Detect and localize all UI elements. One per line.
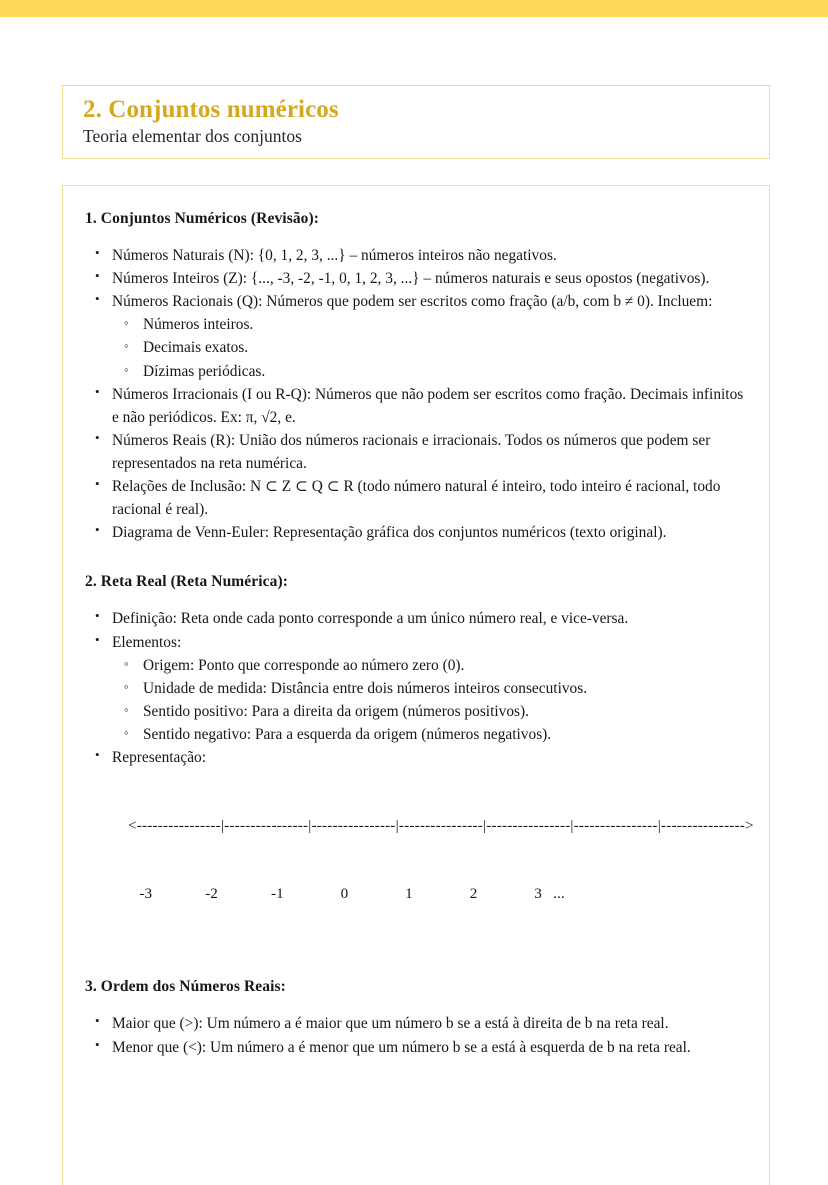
- number-line-axis: <----------------|----------------|----------------|----------------|----------------|----------------|---------------->: [128, 817, 754, 835]
- sub-list-item-text: Sentido positivo: Para a direita da origem (números positivos).: [143, 702, 529, 720]
- list-item-text: Relações de Inclusão: N ⊂ Z ⊂ Q ⊂ R (todo número natural é inteiro, todo inteiro é racional, todo racional é real).: [112, 478, 721, 519]
- sub-list-item-text: Números inteiros.: [143, 316, 254, 334]
- list-item-text: Números Racionais (Q): Números que podem ser escritos como fração (a/b, com b ≠ 0). Incluem:: [112, 293, 713, 311]
- sub-list-item-text: Origem: Ponto que corresponde ao número zero (0).: [143, 656, 465, 674]
- section-2-sublist: [112, 654, 747, 746]
- page-title: 2. Conjuntos numéricos: [83, 96, 339, 123]
- list-item-text: Diagrama de Venn-Euler: Representação gráfica dos conjuntos numéricos (texto original).: [112, 524, 667, 542]
- list-item-text: Maior que (>): Um número a é maior que um número b se a está à direita de b na reta real.: [112, 1015, 669, 1033]
- list-item-text: Números Reais (R): União dos números racionais e irracionais. Todos os números que podem ser representados na reta numérica.: [112, 431, 711, 472]
- section-2-list: [85, 607, 754, 949]
- section-1-list: [85, 244, 747, 544]
- sub-list-item-text: Dízimas periódicas.: [143, 362, 266, 380]
- content-card: [62, 185, 770, 1185]
- list-item: [85, 1036, 747, 1059]
- sub-list-item: [112, 360, 747, 383]
- list-item-text: Elementos:: [112, 633, 182, 651]
- sub-list-item-text: Unidade de medida: Distância entre dois números inteiros consecutivos.: [143, 679, 588, 697]
- list-item: [85, 244, 747, 267]
- list-item-text: Representação:: [112, 749, 207, 767]
- number-line-diagram: [128, 771, 754, 949]
- top-accent-band: [0, 0, 828, 17]
- list-item: [85, 607, 747, 630]
- list-item: [85, 631, 747, 747]
- number-line-tick-labels: -3 -2 -1 0 1 2 3 ...: [128, 885, 565, 903]
- sub-list-item-text: Sentido negativo: Para a esquerda da origem (números negativos).: [143, 725, 552, 743]
- list-item: [85, 521, 747, 544]
- sub-list-item-text: Decimais exatos.: [143, 339, 249, 357]
- list-item: [85, 475, 747, 521]
- list-item: [85, 746, 754, 949]
- title-card: [62, 85, 770, 159]
- sub-list-item: [112, 700, 747, 723]
- list-item-text: Menor que (<): Um número a é menor que um número b se a está à esquerda de b na reta real.: [112, 1038, 691, 1056]
- page-subtitle: Teoria elementar dos conjuntos: [83, 126, 302, 146]
- section-heading-3: 3. Ordem dos Números Reais:: [85, 978, 286, 996]
- list-item-text: Números Naturais (N): {0, 1, 2, 3, ...} – números inteiros não negativos.: [112, 247, 557, 264]
- sub-list-item: [112, 677, 747, 700]
- sub-list-item: [112, 336, 747, 359]
- section-3-list: [85, 1012, 747, 1058]
- list-item: [85, 383, 747, 429]
- list-item-text: Números Irracionais (I ou R-Q): Números que não podem ser escritos como fração. Decimais infinitos e não periódicos. Ex: π, √2, e.: [112, 385, 744, 426]
- list-item: [85, 267, 747, 290]
- section-1-sublist: [112, 313, 747, 382]
- section-heading-1: 1. Conjuntos Numéricos (Revisão):: [85, 210, 320, 227]
- sub-list-item: [112, 654, 747, 677]
- list-item-text: Números Inteiros (Z): {..., -3, -2, -1, 0, 1, 2, 3, ...} – números naturais e seus opostos (negativos).: [112, 270, 710, 288]
- list-item: [85, 1012, 747, 1035]
- list-item: [85, 429, 747, 475]
- sub-list-item: [112, 723, 747, 746]
- section-heading-2: 2. Reta Real (Reta Numérica):: [85, 573, 289, 591]
- list-item: [85, 290, 747, 382]
- list-item-text: Definição: Reta onde cada ponto corresponde a um único número real, e vice-versa.: [112, 610, 629, 628]
- sub-list-item: [112, 313, 747, 336]
